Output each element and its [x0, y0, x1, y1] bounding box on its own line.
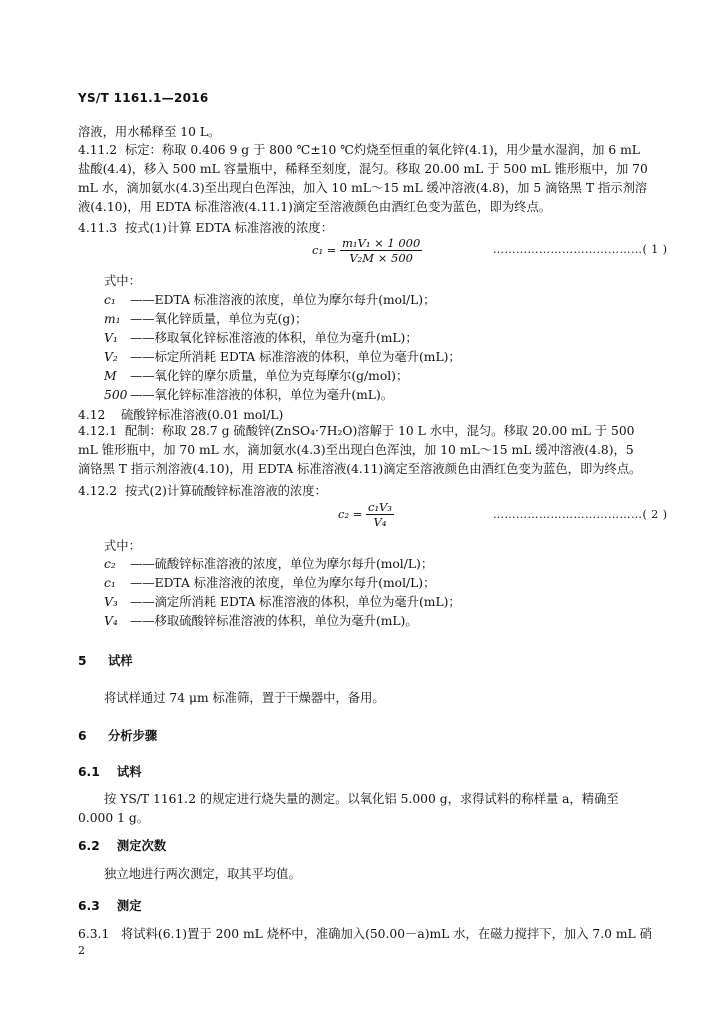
definition-item — [104, 290, 435, 308]
definition-item — [104, 385, 393, 403]
section-6-2-text: 独立地进行两次测定，取其平均值。 — [104, 867, 301, 881]
formula-lhs: c₁ = — [312, 243, 337, 257]
section-4-12-heading — [78, 405, 283, 423]
formula-fraction — [366, 500, 394, 530]
formula-fraction — [340, 236, 422, 266]
definition-symbol: 500 — [104, 388, 128, 402]
section-number: 6.1 — [78, 765, 100, 779]
definition-symbol: V₁ — [104, 331, 118, 345]
formula-1 — [312, 236, 422, 266]
section-title: 测定次数 — [116, 839, 167, 853]
definition-symbol: V₃ — [104, 595, 118, 609]
definition-symbol: c₁ — [104, 576, 116, 590]
definition-item — [104, 611, 418, 629]
definition-text: ——EDTA 标准溶液的浓度，单位为摩尔每升(mol/L)； — [130, 293, 436, 307]
definition-item — [104, 366, 408, 384]
clause-text: 按式(1)计算 EDTA 标准溶液的浓度： — [124, 221, 333, 235]
leader-dots: ………………………………… — [493, 508, 643, 521]
where-label: 式中： — [104, 274, 141, 288]
section-number: 6 — [78, 729, 87, 743]
clause-text: 标定：称取 0.406 9 g 于 800 ℃±10 ℃灼烧至恒重的氧化锌(4.1)，用少量水湿润，加 6 mL 盐酸(4.4)，移入 500 mL 容量瓶中，稀释至刻度，混匀。移取 20.00 mL 于 500 mL 锥形瓶中，加 70 mL 水，滴加氨水(4.3)至出现白色浑浊，加入 10 mL～15 mL 缓冲溶液(4.8)，加 5 滴铬黑 T 指示剂溶液(4.10)，用 EDTA 标准溶液(4.11.1)滴定至溶液颜色由酒红色变为蓝色，即为终点。 — [78, 143, 648, 214]
section-5-heading — [78, 651, 133, 669]
formula-numerator: m₁V₁ × 1 000 — [342, 236, 421, 250]
section-number: 5 — [78, 654, 87, 668]
page-number: 2 — [78, 944, 85, 957]
definition-symbol: c₁ — [104, 293, 116, 307]
clause-number: 4.12.1 — [78, 424, 118, 438]
clause-text: 按式(2)计算硫酸锌标准溶液的浓度： — [124, 484, 327, 498]
definition-text: ——滴定所消耗 EDTA 标准溶液的体积，单位为毫升(mL)； — [130, 595, 461, 609]
definition-symbol: V₄ — [104, 614, 118, 628]
definition-item — [104, 554, 433, 572]
definition-text: ——氧化锌的摩尔质量，单位为克每摩尔(g/mol)； — [130, 369, 409, 383]
section-6-heading — [78, 726, 157, 744]
definition-text: ——标定所消耗 EDTA 标准溶液的体积，单位为毫升(mL)； — [130, 350, 461, 364]
definition-text: ——移取硫酸锌标准溶液的体积，单位为毫升(mL)。 — [130, 614, 418, 628]
section-title: 试料 — [116, 765, 142, 779]
standard-code-header: YS/T 1161.1—2016 — [78, 91, 209, 105]
definition-text: ——硫酸锌标准溶液的浓度，单位为摩尔每升(mol/L)； — [130, 557, 434, 571]
clause-number: 4.11.2 — [78, 143, 118, 157]
section-number: 4.12 — [78, 408, 106, 422]
where-label: 式中： — [104, 539, 141, 553]
equation-number: ( 2 ) — [642, 508, 668, 521]
section-6-1-heading — [78, 762, 142, 780]
definition-item — [104, 328, 418, 346]
definition-text: ——EDTA 标准溶液的浓度，单位为摩尔每升(mol/L)； — [130, 576, 436, 590]
section-title: 分析步骤 — [107, 729, 158, 743]
clause-number: 4.11.3 — [78, 221, 118, 235]
formula-2 — [338, 500, 394, 530]
section-title: 硫酸锌标准溶液(0.01 mol/L) — [121, 408, 284, 422]
formula-2-leader — [493, 508, 668, 521]
section-title: 试样 — [107, 654, 133, 668]
paragraph-4-11-2 — [78, 141, 648, 217]
definition-symbol: m₁ — [104, 312, 121, 326]
definition-text: ——氧化锌质量，单位为克(g)； — [130, 312, 308, 326]
definition-item — [104, 309, 307, 327]
paragraph-4-11-3 — [78, 218, 333, 236]
definition-text: ——氧化锌标准溶液的体积，单位为毫升(mL)。 — [130, 388, 394, 402]
clause-text: 配制：称取 28.7 g 硫酸锌(ZnSO₄·7H₂O)溶解于 10 L 水中，混匀。移取 20.00 mL 于 500 mL 锥形瓶中，加 70 mL 水，滴加氨水(4.3)至出现白色浑浊，加 10 mL～15 mL 缓冲溶液(4.8)，5 滴铬黑 T 指示剂溶液(4.10)，用 EDTA 标准溶液(4.11)滴定至溶液颜色由酒红色变为蓝色，即为终点。 — [78, 424, 642, 476]
paragraph-4-12-1 — [78, 422, 648, 479]
paragraph-6-3-1 — [78, 924, 652, 942]
definition-text: ——移取氧化锌标准溶液的体积，单位为毫升(mL)； — [130, 331, 418, 345]
definition-symbol: c₂ — [104, 557, 116, 571]
section-6-3-heading — [78, 896, 142, 914]
section-5-text: 将试样通过 74 μm 标准筛，置于干燥器中，备用。 — [104, 691, 385, 705]
clause-number: 4.12.2 — [78, 484, 118, 498]
paragraph-4-12-2 — [78, 481, 327, 499]
paragraph-continuation: 溶液，用水稀释至 10 L。 — [78, 125, 221, 139]
definition-symbol: V₂ — [104, 350, 118, 364]
formula-denominator: V₂M × 500 — [349, 251, 413, 265]
leader-dots: ………………………………… — [493, 243, 643, 256]
formula-denominator: V₄ — [373, 515, 387, 529]
formula-lhs: c₂ = — [338, 507, 363, 521]
section-6-2-heading — [78, 836, 166, 854]
definition-symbol: M — [104, 369, 117, 383]
formula-numerator: c₁V₃ — [368, 500, 392, 514]
section-6-1-text: 按 YS/T 1161.2 的规定进行烧失量的测定。以氧化铝 5.000 g，求得试料的称样量 a，精确至 0.000 1 g。 — [78, 792, 619, 825]
equation-number: ( 1 ) — [642, 243, 668, 256]
section-number: 6.3 — [78, 899, 100, 913]
definition-item — [104, 347, 461, 365]
section-title: 测定 — [116, 899, 142, 913]
clause-number: 6.3.1 — [78, 927, 110, 941]
clause-text: 将试料(6.1)置于 200 mL 烧杯中，准确加入(50.00－a)mL 水，在磁力搅拌下，加入 7.0 mL 硝 — [121, 927, 652, 941]
definition-item — [104, 592, 461, 610]
formula-1-leader — [493, 243, 668, 256]
section-number: 6.2 — [78, 839, 100, 853]
definition-item — [104, 573, 435, 591]
